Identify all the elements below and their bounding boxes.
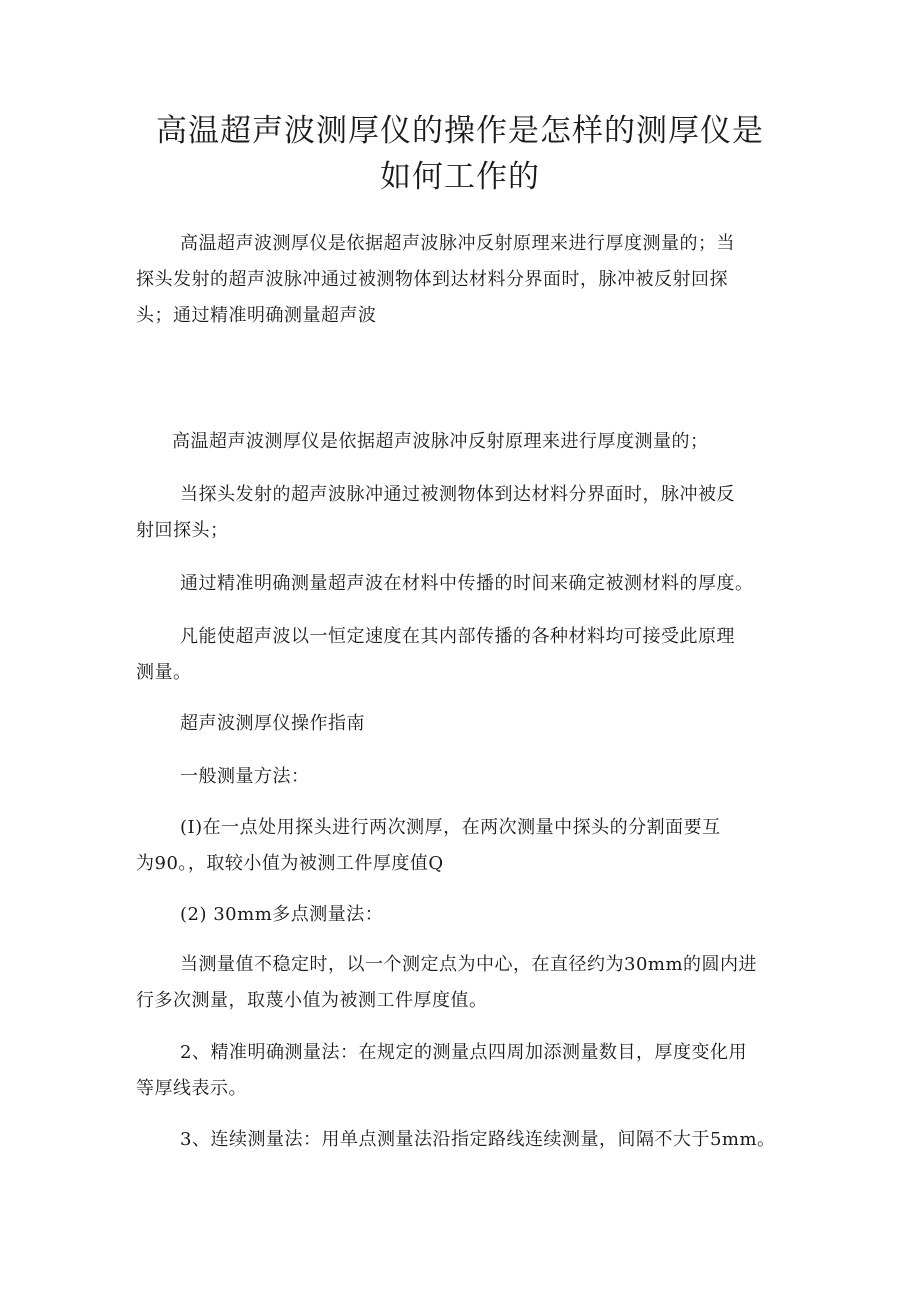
summary-line: 探头发射的超声波脉冲通过被测物体到达材料分界面时，脉冲被反射回探 [136,269,728,290]
body-paragraph-6 [136,759,796,795]
body-line: 一般测量方法： [180,766,310,787]
body-paragraph-3 [136,566,796,602]
body-paragraph-4 [136,619,796,691]
body-line: 为90。，取较小值为被测工件厚度值Q [136,853,444,874]
body-paragraph-2 [136,477,796,549]
body-line: 3、连续测量法：用单点测量法沿指定路线连续测量，间隔不大于5mm。 [180,1129,776,1150]
body-paragraph-8 [136,897,796,933]
body-paragraph-5 [136,706,796,742]
body-paragraph-10 [136,1035,796,1107]
body-line: (I)在一点处用探头进行两次测厚，在两次测量中探头的分割面要互 [180,817,721,838]
document-title-line-1: 高温超声波测厚仪的操作是怎样的测厚仪是 [156,113,764,149]
body-line: 行多次测量，取蔑小值为被测工件厚度值。 [136,990,488,1011]
summary-line: 头；通过精准明确测量超声波 [136,305,377,326]
summary-line: 高温超声波测厚仪是依据超声波脉冲反射原理来进行厚度测量的；当 [180,233,735,254]
body-line: 高温超声波测厚仪是依据超声波脉冲反射原理来进行厚度测量的； [172,431,709,452]
body-line: (2) 30mm多点测量法： [180,904,384,925]
document-title-line-2: 如何工作的 [380,159,540,195]
body-line: 测量。 [136,662,192,683]
body-line: 2、精准明确测量法：在规定的测量点四周加添测量数目，厚度变化用 [180,1042,747,1063]
body-paragraph-7 [136,810,796,882]
body-line: 等厚线表示。 [136,1078,247,1099]
summary-paragraph [136,226,796,334]
body-line: 通过精准明确测量超声波在材料中传播的时间来确定被测材料的厚度。 [180,573,754,594]
body-line: 凡能使超声波以一恒定速度在其内部传播的各种材料均可接受此原理 [180,626,735,647]
body-paragraph-9 [136,947,796,1019]
body-line: 当测量值不稳定时，以一个测定点为中心，在直径约为30mm的圆内进 [180,954,758,975]
body-paragraph-1 [136,424,796,460]
body-line: 射回探头； [136,520,229,541]
body-paragraph-11 [136,1122,796,1158]
body-line: 当探头发射的超声波脉冲通过被测物体到达材料分界面时，脉冲被反 [180,484,735,505]
body-line: 超声波测厚仪操作指南 [180,713,365,734]
